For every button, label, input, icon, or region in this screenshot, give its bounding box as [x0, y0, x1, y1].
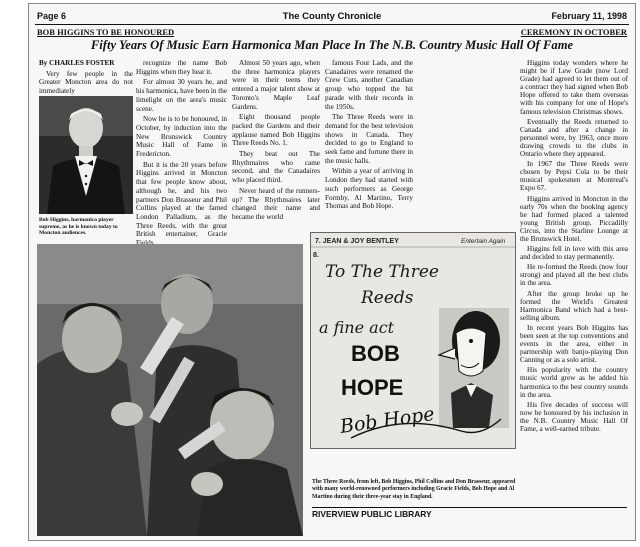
band-photo-caption: The Three Reeds, from left, Bob Higgins, Phil Collins and Don Brasseur, appeared with many world-renowned performers including Gracie Fields, Bob Hope and Al Martino during their three-year stay in England.: [312, 479, 516, 500]
paragraph: His five decades of success will now be honoured by his inclusion in the N.B. Country Music Hall Of Fame, a well-earned tribute.: [520, 400, 628, 434]
autograph-line-number: 8.: [313, 252, 319, 259]
paragraph: The Three Reeds were in demand for the best television shows in Canada. They decided to go to England to seek fame and fortune there in the music halls.: [325, 113, 413, 165]
column-2: [136, 59, 227, 243]
column-5: [520, 59, 628, 535]
paragraph: Now he is to be honoured, in October, by induction into the New Brunswick Country Music Hall of Fame in Fredericton.: [136, 115, 227, 159]
paragraph: Eight thousand people packed the Gardens and their applause named Bob Higgins Three Reeds No. 1.: [232, 113, 320, 148]
autograph-header-right: Entertain Again: [461, 238, 506, 245]
paragraph: They beat out The Rhythmaires who came second, and the Canadaires who placed third.: [232, 150, 320, 185]
paragraph: Almost 50 years ago, when the three harmonica players were in their teens they entered a major talent show at Toronto's Maple Leaf Gardens.: [232, 59, 320, 111]
column-3: [232, 59, 320, 225]
column-4: [325, 59, 413, 225]
print-name-hope: HOPE: [341, 375, 404, 400]
paper-name: The County Chronicle: [282, 11, 382, 22]
paragraph: In 1967 the Three Reeds were chosen by Pepsi Cola to be their musical spokesmen at Montreal's Expo 67.: [520, 160, 628, 193]
paragraph: After the group broke up he formed the World's Greatest Harmonica Band which had a best-selling album.: [520, 289, 628, 322]
paragraph: Within a year of arriving in London they had started with such performers as George Formby, Al Martino, Terry Thomas and Bob Hope.: [325, 167, 413, 211]
paragraph: Eventually the Reeds returned to Canada and after a change in personnel were, by 1963, once more drawing crowds to the clubs in Ontario where they appeared.: [520, 117, 628, 159]
byline: By CHARLES FOSTER: [39, 59, 115, 67]
newspaper-clipping: [28, 3, 636, 541]
masthead-rule: [35, 24, 629, 25]
headline: Fifty Years Of Music Earn Harmonica Man Place In The N.B. Country Music Hall Of Fame: [90, 38, 574, 52]
portrait-photo: [39, 96, 133, 214]
paragraph: For almost 30 years he, and his harmonica, have been in the limelight on the area's music scene.: [136, 78, 228, 113]
caricature-drawing: [439, 308, 509, 428]
signature-text: Bob Hope: [338, 402, 436, 438]
paragraph: Higgins fell in love with this area and decided to stay permanently.: [520, 245, 628, 262]
print-name-bob: BOB: [351, 341, 400, 366]
paragraph: In recent years Bob Higgins has been seen at the top conventions and events in the area, either in partnership with banjo-playing Don Canning or as a solo artist.: [520, 323, 628, 365]
paragraph: recognize the name Bob Higgins when they hear it.: [136, 59, 227, 76]
library-rule: [312, 507, 627, 508]
masthead: [35, 8, 629, 24]
paragraph: Never heard of the runners-up? The Rhythmaires later changed their name and became the world: [232, 186, 320, 221]
paragraph: Very few people in the Greater Moncton area do not immediately: [39, 69, 133, 96]
autograph-card: [310, 232, 516, 449]
portrait-caption: Bob Higgins, harmonica player supreme, as he is known today to Moncton audiences.: [39, 217, 118, 237]
paragraph: His popularity with the country music world grew as he added his harmonica to the best country sounds in the area.: [520, 366, 628, 399]
kicker-left: BOB HIGGINS TO BE HONOURED: [37, 27, 175, 37]
column-1: [39, 59, 133, 95]
paragraph: But it is the 20 years before Higgins arrived in Moncton that few people know about, although he, and his two partners Don Brasseur and Phil Collins played at the famed London Palladium, as the Three Reeds, with the great British entertainer, Gracie: [136, 160, 227, 239]
autograph-header-left: 7. JEAN & JOY BENTLEY: [315, 238, 399, 245]
handwriting-line-3: a fine act: [319, 318, 395, 337]
page-number: Page 6: [37, 11, 67, 21]
issue-date: February 11, 1998: [551, 11, 627, 21]
paragraph: He re-formed the Reeds (now four strong) and played all the best clubs in the area.: [520, 263, 628, 288]
kicker-right: CEREMONY IN OCTOBER: [520, 27, 627, 37]
paragraph: famous Four Lads, and the Canadaires were renamed the Crew Cuts, another Canadian group who topped the hit parade with their records in the 1950s.: [325, 59, 413, 111]
library-stamp: RIVERVIEW PUBLIC LIBRARY: [312, 509, 432, 519]
paragraph: Higgins arrived in Moncton in the early 70s when the booking agency he had formed placed a talented young British group, Piccadilly Circus, into the Starline Lounge at the Brunswick Hotel.: [520, 194, 628, 243]
band-photo: [37, 244, 303, 536]
handwriting-line-2: Reeds: [361, 288, 414, 308]
paragraph: Higgins today wonders where he might be if Lew Grade (now Lord Grade) had agreed to let them out of a contract they had signed when Bob Hope offered to take them overseas with his company for one of Hope's famous television Christmas shows.: [520, 59, 628, 116]
handwriting-line-1: To The Three: [325, 262, 439, 282]
